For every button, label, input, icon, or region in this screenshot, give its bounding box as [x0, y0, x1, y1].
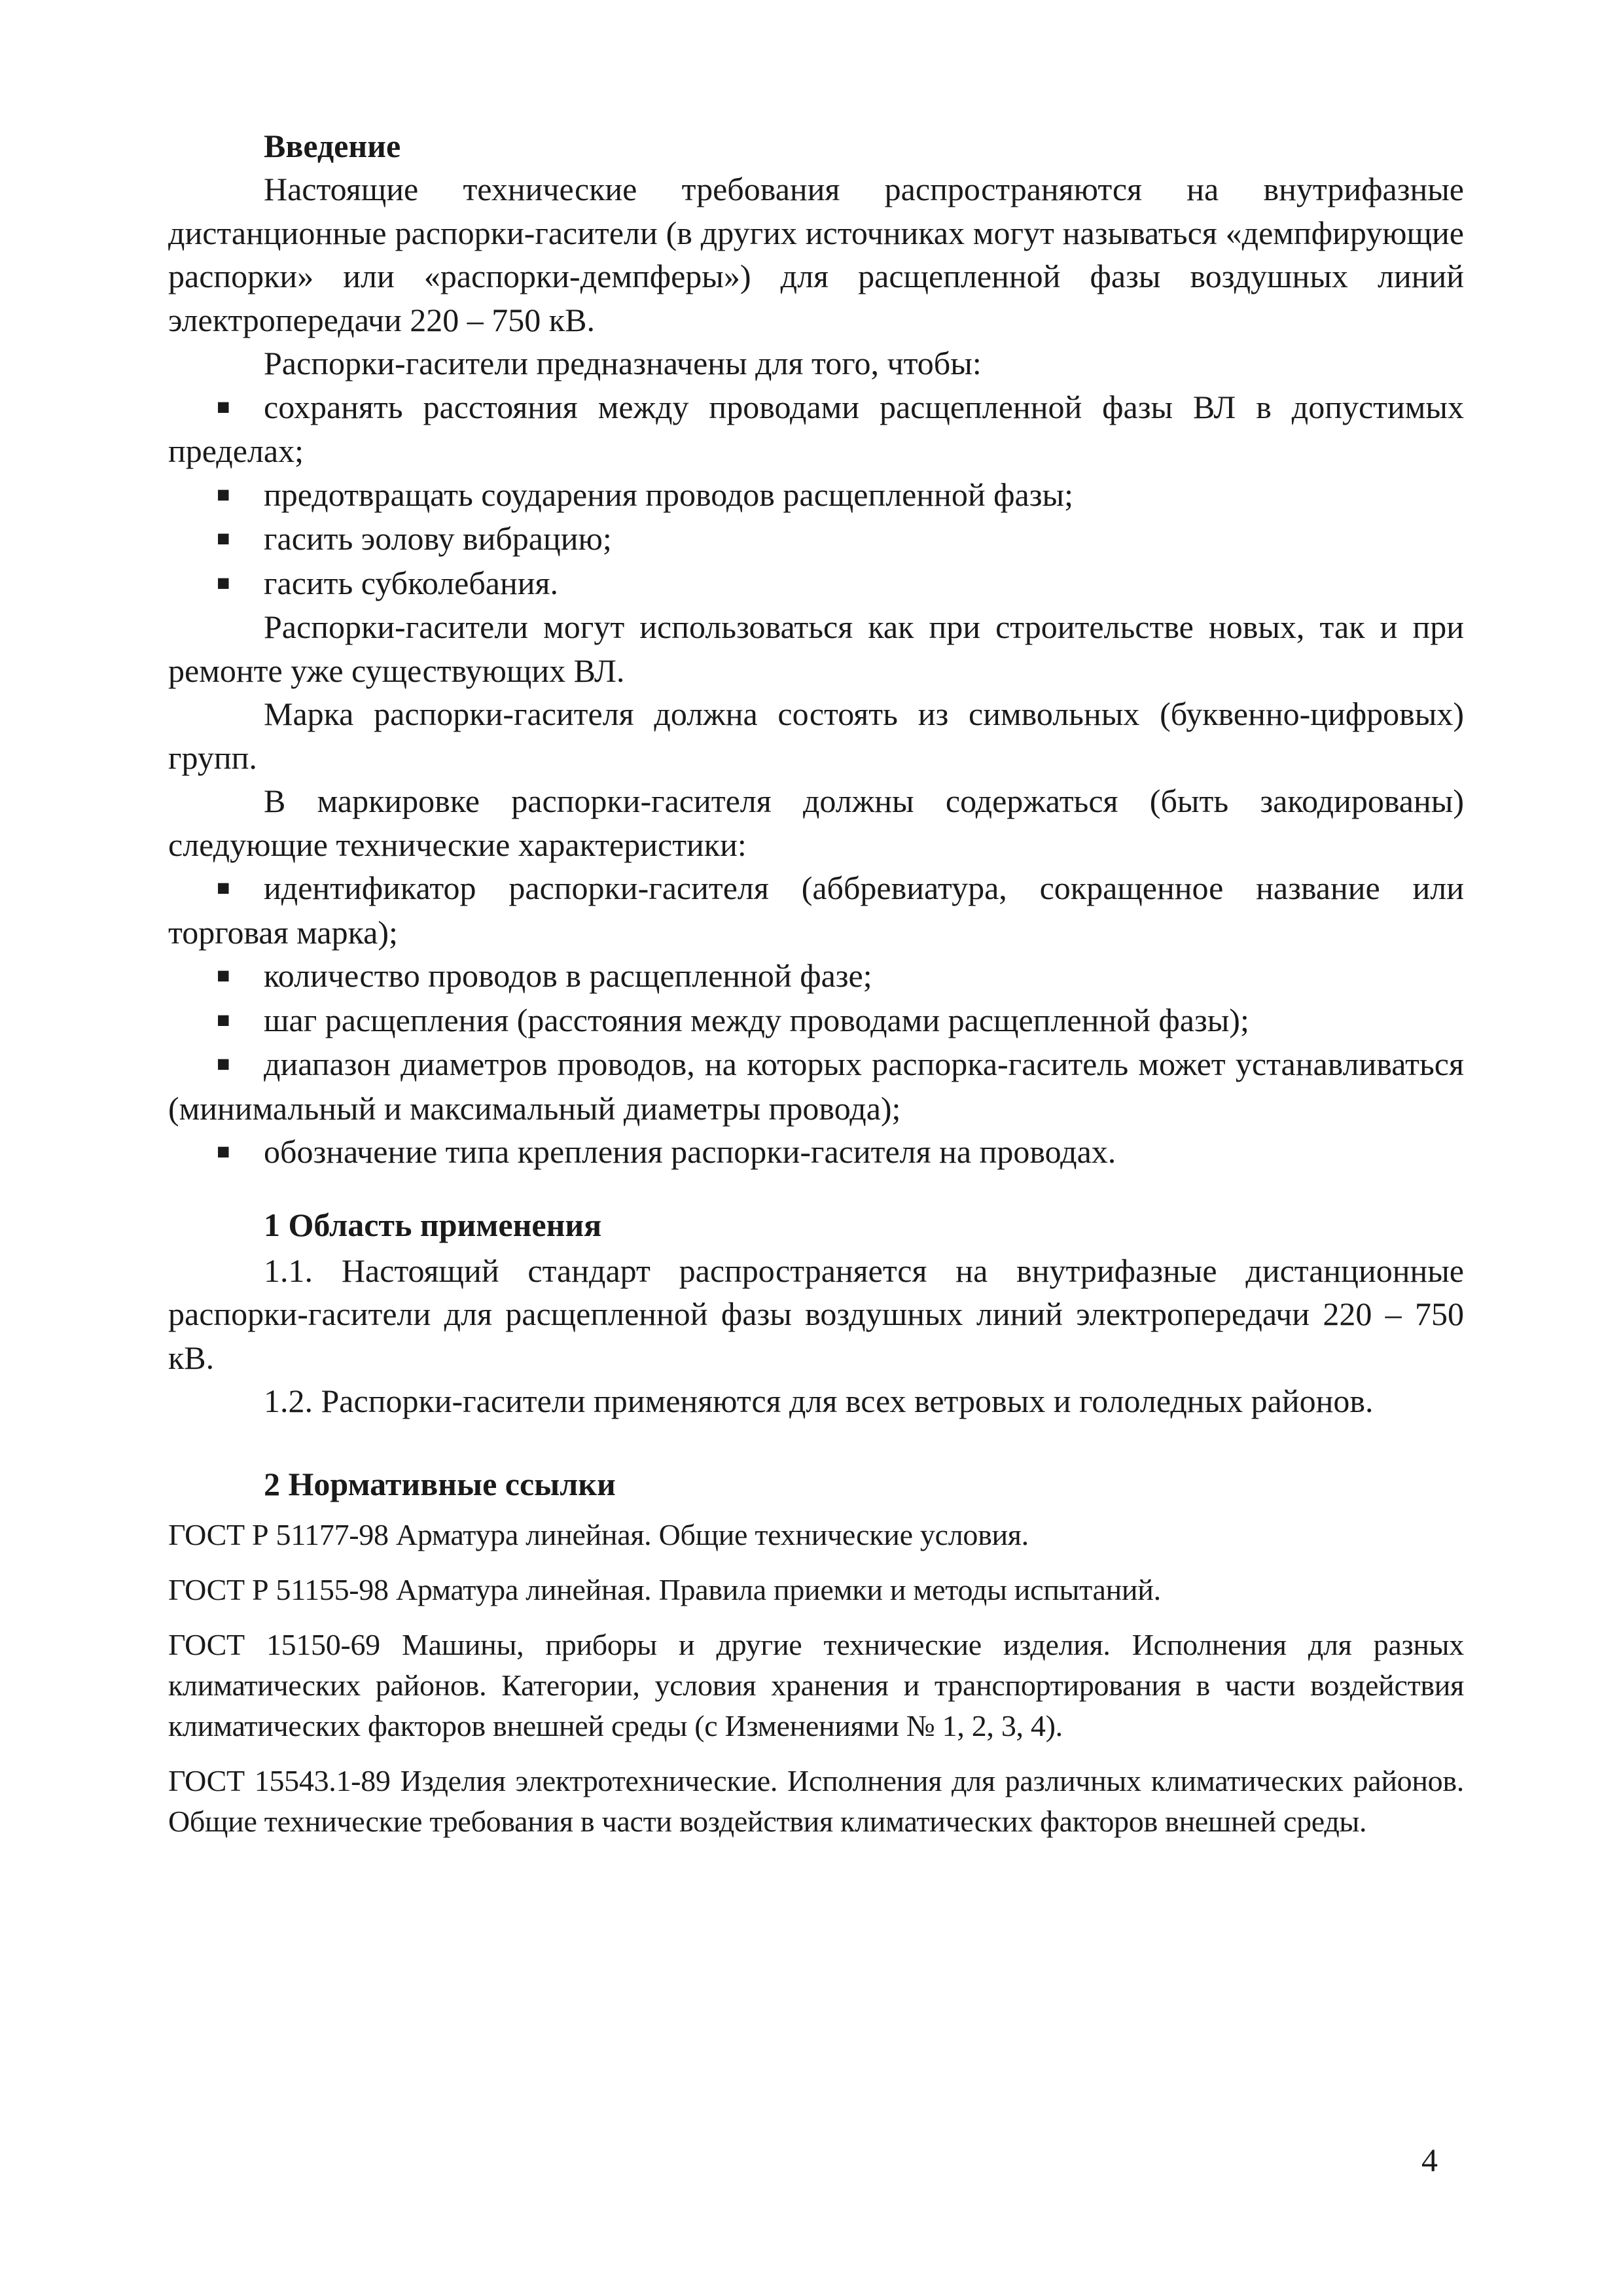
clause-paragraph: 1.1. Настоящий стандарт распространяется на внутрифазные дистанционные распорки-гасители для расщепленной фазы воздушных линий электропередачи 220 – 750 кВ.	[168, 1252, 1464, 1376]
reference-entry: ГОСТ 15150-69 Машины, приборы и другие технические изделия. Исполнения для разных климатических районов. Категории, условия хранения и транспортирования в части воздействия климатических факторов внешней среды (с Изменениями № 1, 2, 3, 4).	[168, 1627, 1464, 1742]
clause-paragraph: 1.2. Распорки-гасители применяются для всех ветровых и гололедных районов.	[264, 1383, 1374, 1419]
intro-heading: Введение	[264, 128, 401, 164]
purpose-list	[168, 385, 1464, 606]
list-item: ■ гасить эолову вибрацию;	[217, 520, 612, 557]
intro-paragraph: Распорки-гасители могут использоваться как при строительстве новых, так и при ремонте уже существующих ВЛ.	[168, 609, 1464, 689]
list-item-text: количество проводов в расщепленной фазе;	[264, 957, 872, 994]
list-item: ■ шаг расщепления (расстояния между проводами расщепленной фазы);	[217, 1001, 1249, 1038]
page-number: 4	[1421, 2142, 1438, 2178]
list-item-text: шаг расщепления (расстояния между проводами расщепленной фазы);	[264, 1001, 1249, 1038]
section-heading: 1 Область применения	[264, 1206, 602, 1243]
list-item: ■ предотвращать соударения проводов расщепленной фазы;	[217, 476, 1073, 513]
document-page	[168, 124, 1464, 1842]
list-item-text: гасить эолову вибрацию;	[264, 520, 612, 557]
marking-list	[168, 866, 1464, 1174]
intro-paragraph: Настоящие технические требования распространяются на внутрифазные дистанционные распорки-гасители (в других источниках могут называться «демпфирующие распорки» или «распорки-демпферы») для расщепленной фазы воздушных линий электропередачи 220 – 750 кВ.	[168, 171, 1464, 338]
intro-section	[168, 124, 1464, 1174]
list-item: ■ гасить субколебания.	[217, 564, 558, 601]
reference-entry: ГОСТ Р 51177-98 Арматура линейная. Общие технические условия.	[168, 1517, 1029, 1551]
list-item-text: предотвращать соударения проводов расщепленной фазы;	[264, 476, 1073, 513]
list-item: ■ идентификатор распорки-гасителя (аббревиатура, сокращенное название или торговая марка);	[168, 870, 1464, 951]
list-item-text: идентификатор распорки-гасителя (аббревиатура, сокращенное название или торговая марка);	[168, 870, 1464, 951]
list-item-text: обозначение типа крепления распорки-гасителя на проводах.	[264, 1133, 1116, 1170]
scope-section	[168, 1203, 1464, 1423]
references-section	[168, 1462, 1464, 1842]
list-item-text: сохранять расстояния между проводами расщепленной фазы ВЛ в допустимых пределах;	[168, 388, 1464, 469]
intro-paragraph: Распорки-гасители предназначены для того, чтобы:	[264, 345, 982, 381]
list-item-text: диапазон диаметров проводов, на которых распорка-гаситель может устанавливаться (минимальный и максимальный диаметры провода);	[168, 1046, 1464, 1127]
intro-paragraph: Марка распорки-гасителя должна состоять из символьных (буквенно-цифровых) групп.	[168, 696, 1464, 776]
list-item: ■ диапазон диаметров проводов, на которых распорка-гаситель может устанавливаться (минимальный и максимальный диаметры провода);	[168, 1046, 1464, 1127]
list-item: ■ количество проводов в расщепленной фазе;	[217, 957, 872, 994]
list-item-text: гасить субколебания.	[264, 564, 558, 601]
list-item: ■ обозначение типа крепления распорки-гасителя на проводах.	[217, 1133, 1116, 1170]
reference-entry: ГОСТ 15543.1-89 Изделия электротехнические. Исполнения для различных климатических районов. Общие технические требования в части воздействия климатических факторов внешней среды.	[168, 1763, 1464, 1838]
section-heading: 2 Нормативные ссылки	[264, 1465, 616, 1502]
intro-paragraph: В маркировке распорки-гасителя должны содержаться (быть закодированы) следующие технические характеристики:	[168, 783, 1464, 863]
reference-entry: ГОСТ Р 51155-98 Арматура линейная. Правила приемки и методы испытаний.	[168, 1572, 1161, 1606]
list-item: ■ сохранять расстояния между проводами расщепленной фазы ВЛ в допустимых пределах;	[168, 388, 1464, 469]
